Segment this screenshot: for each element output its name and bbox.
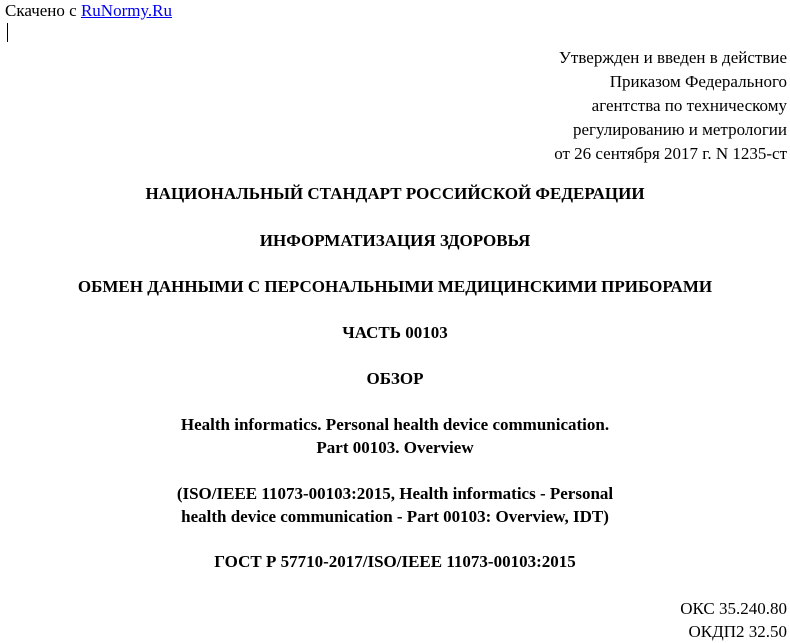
oks-code: ОКС 35.240.80 xyxy=(680,599,787,618)
approval-line-4: регулированию и метрологии xyxy=(572,120,787,139)
approval-line-1: Утвержден и введен в действие xyxy=(558,48,787,67)
text-cursor xyxy=(7,23,8,42)
english-title-line-1: Health informatics. Personal health device communication. xyxy=(180,415,610,434)
approval-line-5: от 26 сентября 2017 г. N 1235-ст xyxy=(554,144,787,163)
iso-reference-line-2: health device communication - Part 00103: Overview, IDT) xyxy=(181,507,609,526)
iso-reference-line-1: (ISO/IEEE 11073-00103:2015, Health informatics - Personal xyxy=(176,484,614,503)
approval-line-3: агентства по техническому xyxy=(591,96,787,115)
standard-type: НАЦИОНАЛЬНЫЙ СТАНДАРТ РОССИЙСКОЙ ФЕДЕРАЦИИ xyxy=(145,184,645,203)
okdp-code: ОКДП2 32.50 xyxy=(688,622,787,641)
designation-heading xyxy=(0,550,790,573)
approval-line-2: Приказом Федерального xyxy=(609,72,787,91)
title-line-2: ОБМЕН ДАННЫМИ С ПЕРСОНАЛЬНЫМИ МЕДИЦИНСКИМИ ПРИБОРАМИ xyxy=(77,277,713,296)
subtitle-heading xyxy=(0,367,790,390)
part-heading xyxy=(0,321,790,344)
source-link[interactable]: RuNormy.Ru xyxy=(80,1,172,20)
classifiers-block xyxy=(680,597,787,643)
source-line xyxy=(5,1,172,21)
title-line-2-heading xyxy=(0,275,790,298)
title-line-1-heading xyxy=(0,229,790,252)
source-prefix: Скачено с xyxy=(5,1,81,20)
standard-type-heading xyxy=(0,182,790,205)
subtitle: ОБЗОР xyxy=(366,369,424,388)
part-number: ЧАСТЬ 00103 xyxy=(342,323,448,342)
english-title xyxy=(0,413,790,459)
iso-reference xyxy=(0,482,790,528)
title-line-1: ИНФОРМАТИЗАЦИЯ ЗДОРОВЬЯ xyxy=(259,231,531,250)
standard-designation: ГОСТ Р 57710-2017/ISO/IEEE 11073-00103:2015 xyxy=(214,552,576,571)
approval-block xyxy=(554,46,787,166)
english-title-line-2: Part 00103. Overview xyxy=(316,438,474,457)
